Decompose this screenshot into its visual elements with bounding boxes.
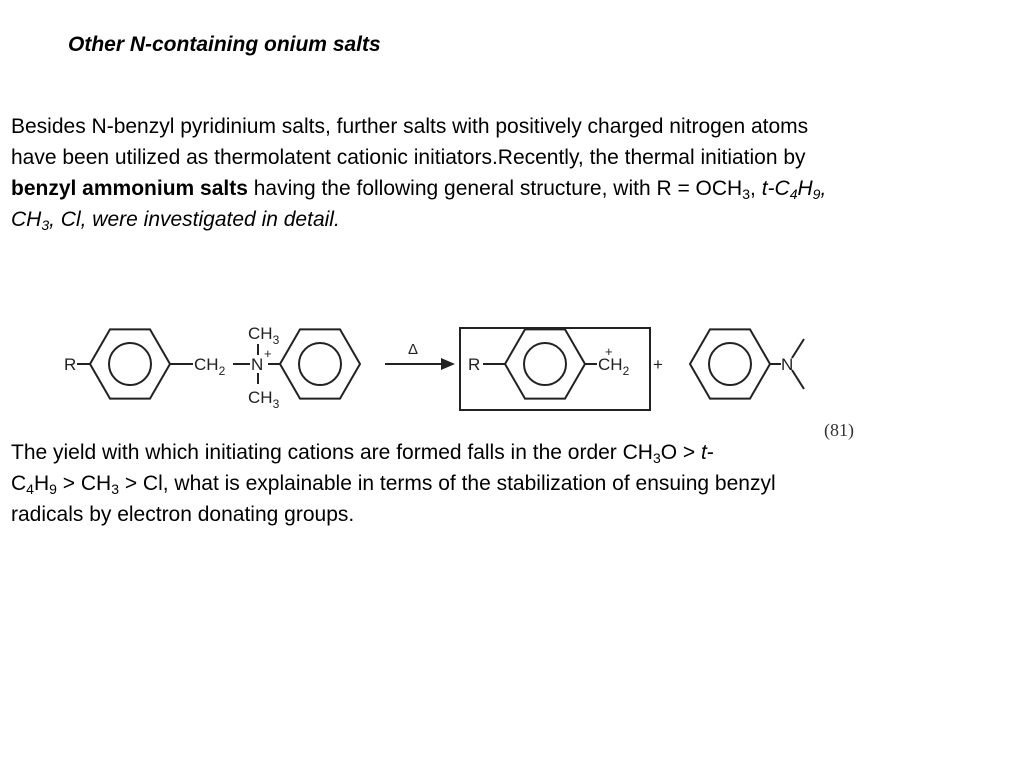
subscript: 3 bbox=[652, 450, 661, 466]
methyl-bond bbox=[792, 339, 804, 358]
bold-term: benzyl ammonium salts bbox=[11, 177, 248, 200]
scheme-number: (81) bbox=[824, 420, 854, 440]
methylene-group bbox=[194, 355, 226, 378]
benzene-ring bbox=[690, 329, 770, 398]
intro-line-3-text: having the following general structure, with R = OCH bbox=[247, 177, 743, 200]
conclusion-text: O > bbox=[660, 441, 702, 464]
italic-formula bbox=[762, 177, 827, 200]
benzene-ring bbox=[505, 329, 585, 398]
methyl-bond bbox=[792, 370, 804, 389]
subscript: 2 bbox=[622, 364, 630, 378]
heat-symbol: Δ bbox=[408, 341, 419, 358]
reaction-scheme-drawing bbox=[55, 312, 825, 417]
methylene-text: CH bbox=[194, 355, 219, 374]
conclusion-text: > CH bbox=[56, 472, 112, 495]
formula-part: H bbox=[33, 472, 50, 495]
slide-title: Other N-containing onium salts bbox=[68, 33, 381, 56]
formula-part: , bbox=[820, 177, 827, 200]
nitrogen-atom: N bbox=[251, 355, 264, 374]
conclusion-line-2 bbox=[11, 468, 1016, 499]
amine-nitrogen: N bbox=[781, 355, 794, 374]
aromatic-circle bbox=[109, 343, 151, 385]
benzene-ring bbox=[90, 329, 170, 398]
subscript: 3 bbox=[272, 333, 280, 347]
intro-line-4 bbox=[11, 204, 1016, 235]
conclusion-text: - bbox=[706, 441, 714, 464]
intro-line-4-text: , Cl, were investigated in detail. bbox=[49, 208, 340, 231]
substituent-R: R bbox=[64, 355, 77, 374]
methyl-text: CH bbox=[248, 388, 273, 407]
aromatic-circle bbox=[299, 343, 341, 385]
formula-part: t-C bbox=[761, 177, 790, 200]
cation-charge: + bbox=[605, 344, 613, 359]
methyl-text: CH bbox=[248, 324, 273, 343]
formula-part: C bbox=[11, 472, 27, 495]
formula-part: CH bbox=[11, 208, 42, 231]
conclusion-line-3: radicals by electron donating groups. bbox=[11, 503, 355, 526]
italic-t: t bbox=[701, 441, 707, 464]
subscript: 3 bbox=[272, 397, 280, 411]
aromatic-circle bbox=[524, 343, 566, 385]
intro-paragraph bbox=[11, 111, 1016, 235]
methyl-bottom bbox=[248, 388, 280, 411]
benzene-ring bbox=[280, 329, 360, 398]
subscript: 3 bbox=[111, 481, 119, 497]
conclusion-paragraph bbox=[11, 437, 1016, 530]
subscript: 3 bbox=[41, 217, 50, 233]
subscript: 3 bbox=[742, 186, 751, 202]
conclusion-line-1 bbox=[11, 437, 1016, 468]
aromatic-circle bbox=[709, 343, 751, 385]
intro-line-3 bbox=[11, 173, 1016, 204]
product-substituent-R: R bbox=[468, 355, 481, 374]
methylene-text: CH bbox=[598, 355, 623, 374]
formula-part: H bbox=[797, 177, 813, 200]
intro-line-2: have been utilized as thermolatent cationic initiators.Recently, the thermal initiation by bbox=[11, 146, 806, 169]
arrow-head bbox=[441, 358, 455, 370]
subscript: 9 bbox=[812, 186, 821, 202]
positive-charge: + bbox=[264, 346, 272, 361]
subscript: 4 bbox=[789, 186, 798, 202]
subscript: 9 bbox=[49, 481, 57, 497]
separator: , bbox=[750, 177, 762, 200]
subscript: 2 bbox=[218, 364, 226, 378]
intro-line-1: Besides N-benzyl pyridinium salts, further salts with positively charged nitrogen atoms bbox=[11, 115, 809, 138]
conclusion-text: > Cl, what is explainable in terms of the stabilization of ensuing benzyl bbox=[119, 472, 776, 495]
reaction-scheme bbox=[55, 312, 825, 422]
plus-sign: + bbox=[653, 355, 663, 374]
subscript: 4 bbox=[26, 481, 34, 497]
benzyl-cation bbox=[598, 355, 630, 378]
methyl-top bbox=[248, 324, 280, 347]
conclusion-text: The yield with which initiating cations are formed falls in the order CH bbox=[11, 441, 653, 464]
